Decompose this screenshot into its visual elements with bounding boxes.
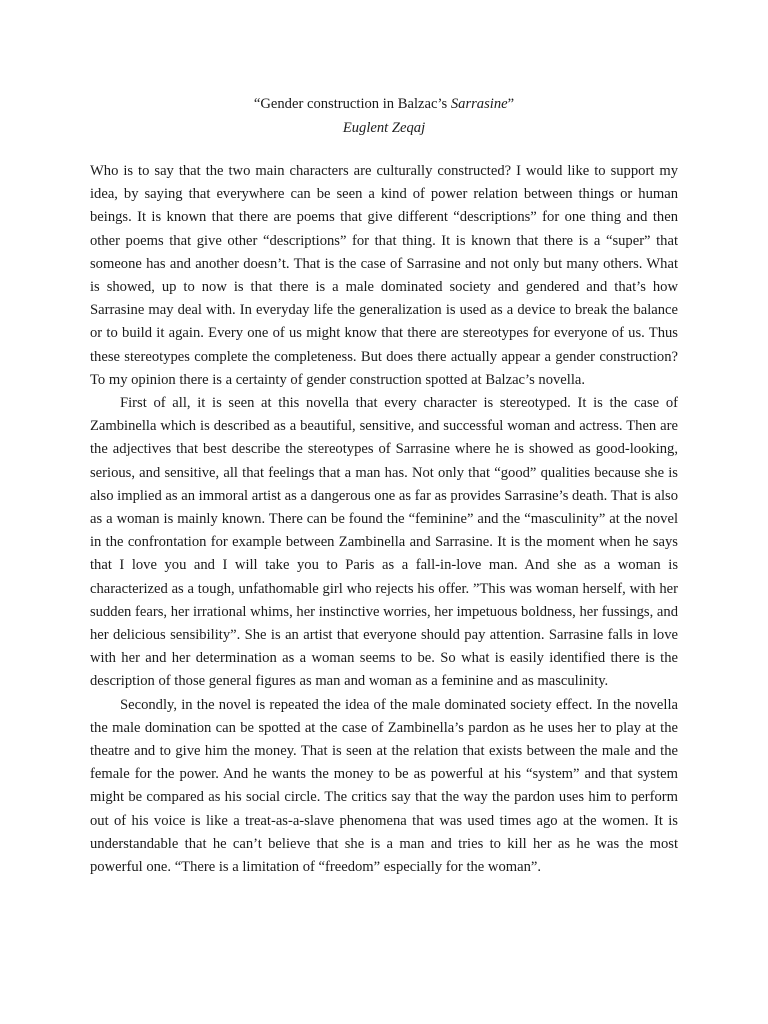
paragraph-1: Who is to say that the two main characters are culturally constructed? I would like to support my idea, by saying that everywhere can be seen a kind of power relation between things or human beings. It is known that there are poems that give different “descriptions” for one thing and then other poems that give other “descriptions” for that thing. It is known that there is a “super” that someone has and another doesn’t. That is the case of Sarrasine and not only but many others. What is showed, up to now is that there is a male dominated society and gendered and that’s how Sarrasine may deal with. In everyday life the generalization is used as a device to break the balance or to build it again. Every one of us might know that there are stereotypes for everyone of us. Thus these stereotypes complete the completeness. But does there actually appear a gender construction? To my opinion there is a certainty of gender construction spotted at Balzac’s novella. bbox=[90, 163, 678, 388]
title-suffix: ” bbox=[507, 96, 515, 112]
document-title bbox=[0, 93, 768, 115]
paragraph-2: First of all, it is seen at this novella that every character is stereotyped. It is the case of Zambinella which is described as a beautiful, sensitive, and successful woman and actress. Then are the adjectives that best describe the stereotypes of Sarrasine where he is showed as good-looking, serious, and sensitive, all that feelings that a man has. Not only that “good” qualities because she is also implied as an immoral artist as a dangerous one as far as provides Sarrasine’s death. That is also as a woman is mainly known. There can be found the “feminine” and the “masculinity” at the novel in the confrontation for example between Zambinella and Sarrasine. It is the moment when he says that I love you and I will take you to Paris as a fall-in-love man. And she as a woman is characterized as a tough, unfathomable girl who rejects his offer. ”This was woman herself, with her sudden fears, her irrational whims, her instinctive worries, her impetuous boldness, her fussings, and her delicious sensibility”. She is an artist that everyone should pay attention. Sarrasine falls in love with her and her determination as a woman seems to be. So what is easily identified there is the description of those general figures as man and woman as a feminine and as masculinity. bbox=[90, 395, 678, 690]
author-name: Euglent Zeqaj bbox=[342, 120, 426, 136]
title-block bbox=[0, 93, 768, 139]
body-text bbox=[90, 160, 678, 879]
paragraph-3: Secondly, in the novel is repeated the idea of the male dominated society effect. In the novella the male domination can be spotted at the case of Zambinella’s pardon as he uses her to play at the theatre and to give him the money. That is seen at the relation that exists between the male and the female for the power. And he wants the money to be as powerful at his “system” and that system might be compared as his social circle. The critics say that the way the pardon uses him to perform out of his voice is like a treat-as-a-slave phenomena that was used times ago at the women. It is understandable that he can’t believe that she is a man and tries to kill her as he was the most powerful one. “There is a limitation of “freedom” especially for the woman”. bbox=[90, 696, 678, 876]
title-italic: Sarrasine bbox=[450, 96, 508, 112]
title-prefix: “Gender construction in Balzac’s bbox=[253, 96, 451, 112]
